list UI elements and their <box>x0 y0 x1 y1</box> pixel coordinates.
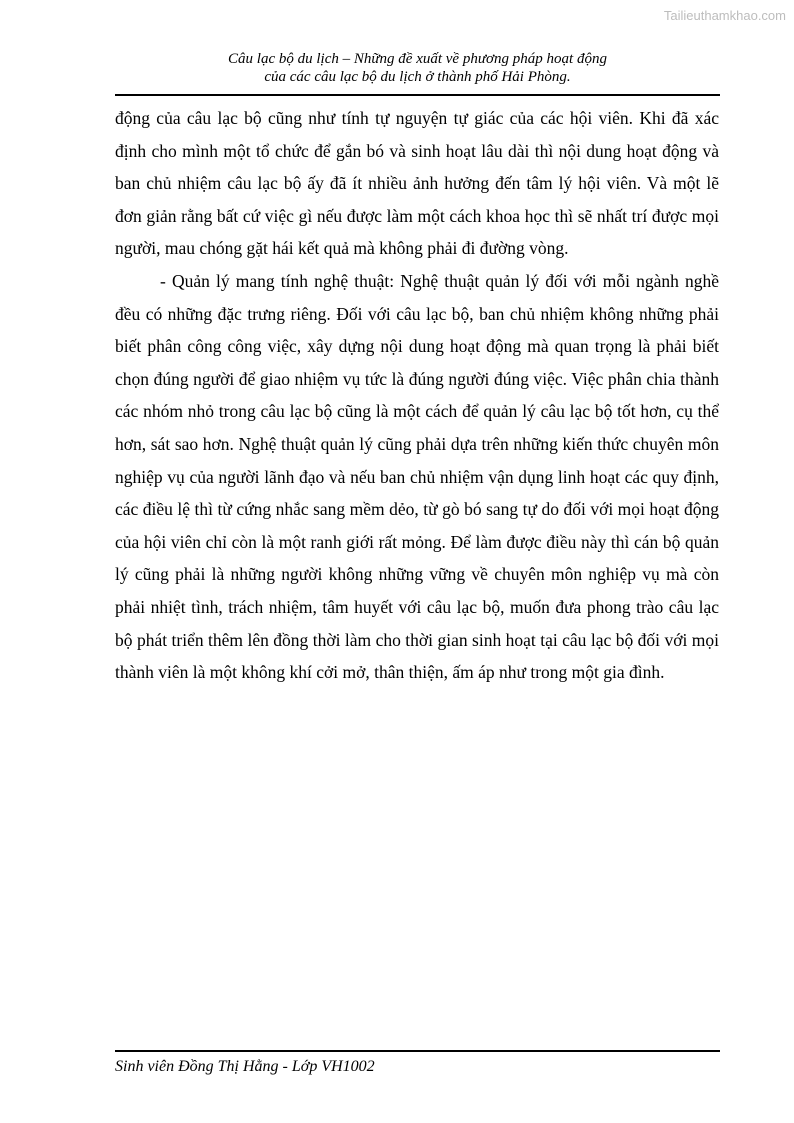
document-body <box>115 102 719 689</box>
paragraph-continuation: động của câu lạc bộ cũng như tính tự nguyện tự giác của các hội viên. Khi đã xác định cho mình một tổ chức để gắn bó và sinh hoạt lâu dài thì nội dung hoạt động và ban chủ nhiệm câu lạc bộ ấy đã ít nhiều ảnh hưởng đến tâm lý hội viên. Và một lẽ đơn giản rằng bất cứ việc gì nếu được làm một cách khoa học thì sẽ nhất trí được mọi người, mau chóng gặt hái kết quả mà không phải đi đường vòng. <box>115 108 719 259</box>
header-line-2: của các câu lạc bộ du lịch ở thành phố Hải Phòng. <box>264 69 571 85</box>
header-divider <box>115 94 720 96</box>
footer-divider <box>115 1050 720 1052</box>
page-header <box>115 50 720 86</box>
watermark: Tailieuthamkhao.com <box>663 8 786 23</box>
paragraph-art-of-management: - Quản lý mang tính nghệ thuật: Nghệ thuật quản lý đối với mỗi ngành nghề đều có những đặc trưng riêng. Đối với câu lạc bộ, ban chủ nhiệm không những phải biết phân công công việc, xây dựng nội dung hoạt động mà quan trọng là phải biết chọn đúng người để giao nhiệm vụ tức là đúng người đúng việc. Việc phân chia thành các nhóm nhỏ trong câu lạc bộ cũng là một cách để quản lý câu lạc bộ tốt hơn, cụ thể hơn, sát sao hơn. Nghệ thuật quản lý cũng phải dựa trên những kiến thức chuyên môn nghiệp vụ của người lãnh đạo và nếu ban chủ nhiệm vận dụng linh hoạt các quy định, các điều lệ thì từ cứng nhắc sang mềm dẻo, từ gò bó sang tự do đối với mọi hoạt động của hội viên chỉ còn là một ranh giới rất mỏng. Để làm được điều này thì cán bộ quản lý cũng phải là những người không những vững về chuyên môn nghiệp vụ mà còn phải nhiệt tình, trách nhiệm, tâm huyết với câu lạc bộ, muốn đưa phong trào câu lạc bộ phát triển thêm lên đồng thời làm cho thời gian sinh hoạt tại câu lạc bộ đối với mọi thành viên là một không khí cởi mở, thân thiện, ấm áp như trong một gia đình. <box>115 270 719 683</box>
page-footer: Sinh viên Đồng Thị Hằng - Lớp VH1002 <box>115 1058 375 1075</box>
header-line-1: Câu lạc bộ du lịch – Những đề xuất về phương pháp hoạt động <box>228 51 607 67</box>
